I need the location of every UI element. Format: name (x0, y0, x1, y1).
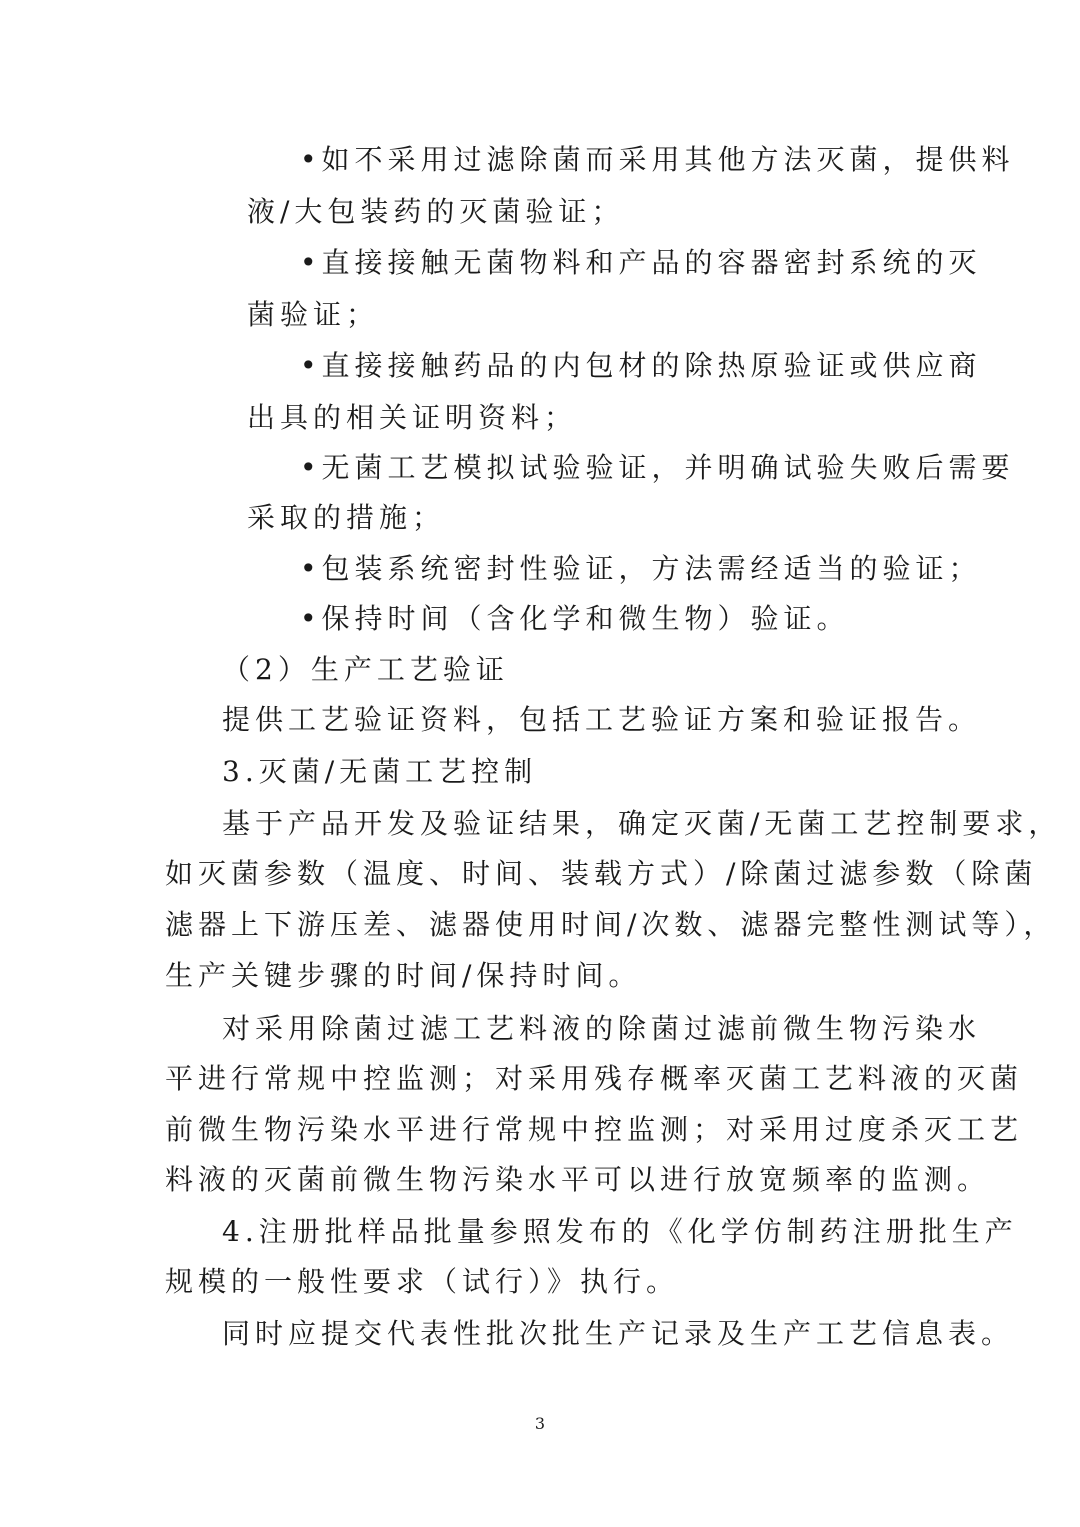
text-line: •包装系统密封性验证，方法需经适当的验证； (300, 552, 982, 585)
text-line: 生产关键步骤的时间/保持时间。 (165, 959, 642, 992)
text-line: 料液的灭菌前微生物污染水平可以进行放宽频率的监测。 (165, 1163, 991, 1196)
text-line: •直接接触药品的内包材的除热原验证或供应商 (300, 349, 982, 382)
section-heading: （2）生产工艺验证 (222, 653, 509, 686)
text-line: •如不采用过滤除菌而采用其他方法灭菌，提供料 (300, 143, 1015, 176)
text-line: 前微生物污染水平进行常规中控监测；对采用过度杀灭工艺 (165, 1113, 1024, 1146)
text-line: •无菌工艺模拟试验验证，并明确试验失败后需要 (300, 451, 1015, 484)
text-line: 平进行常规中控监测；对采用残存概率灭菌工艺料液的灭菌 (165, 1062, 1024, 1095)
text-line: 同时应提交代表性批次批生产记录及生产工艺信息表。 (222, 1317, 1015, 1350)
text-line: •保持时间（含化学和微生物）验证。 (300, 602, 850, 635)
text-line: 规模的一般性要求（试行）》执行。 (165, 1265, 680, 1298)
text-line: 出具的相关证明资料； (247, 401, 578, 434)
section-heading: 3.灭菌/无菌工艺控制 (222, 755, 538, 788)
text-line: •直接接触无菌物料和产品的容器密封系统的灭 (300, 246, 982, 279)
text-line: 液/大包装药的灭菌验证； (247, 195, 625, 228)
text-line: 基于产品开发及验证结果，确定灭菌/无菌工艺控制要求， (222, 807, 1062, 840)
text-line: 提供工艺验证资料，包括工艺验证方案和验证报告。 (222, 703, 982, 736)
text-line: 4.注册批样品批量参照发布的《化学仿制药注册批生产 (222, 1215, 1018, 1248)
text-line: 采取的措施； (247, 501, 446, 534)
text-line: 菌验证； (247, 298, 380, 331)
text-line: 如灭菌参数（温度、时间、装载方式）/除菌过滤参数（除菌 (165, 857, 1038, 890)
text-line: 滤器上下游压差、滤器使用时间/次数、滤器完整性测试等）， (165, 908, 1057, 941)
page-number: 3 (534, 1414, 546, 1433)
text-line: 对采用除菌过滤工艺料液的除菌过滤前微生物污染水 (222, 1012, 982, 1045)
